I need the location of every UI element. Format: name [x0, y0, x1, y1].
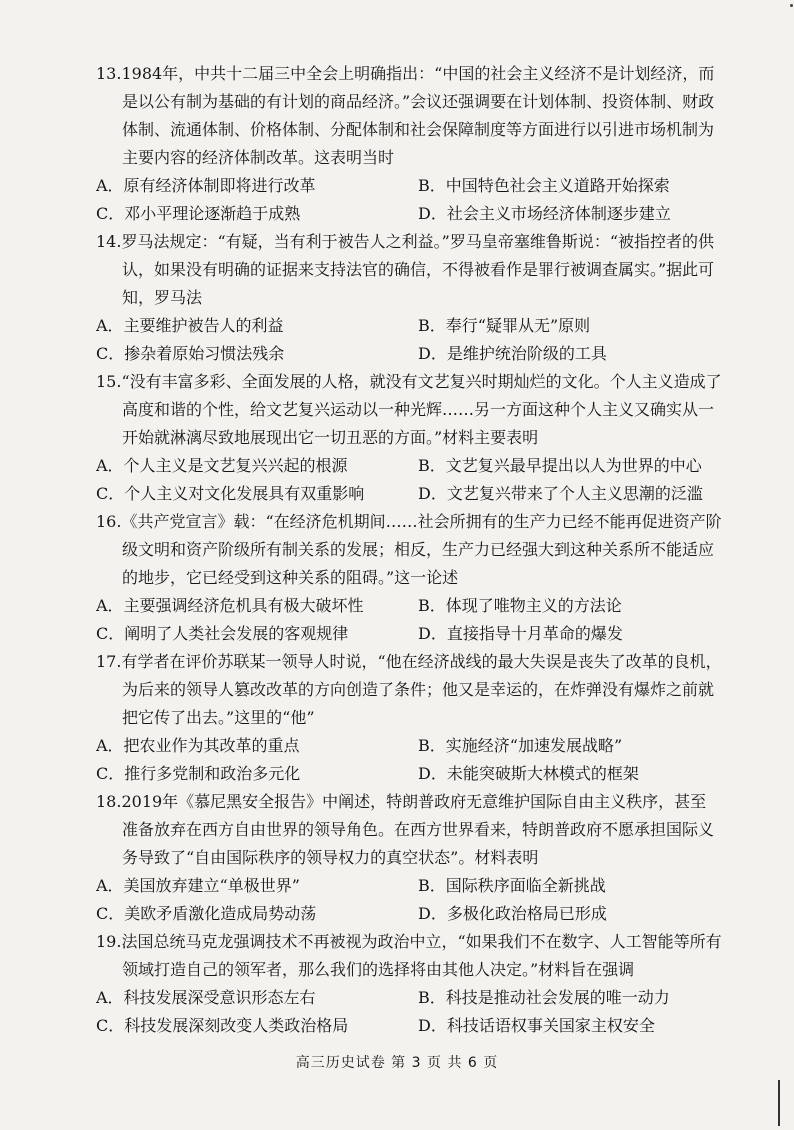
edge-mark [778, 1080, 780, 1126]
question-number: 16. [96, 512, 122, 531]
question-number: 19. [96, 932, 122, 951]
question-number: 17. [96, 652, 122, 671]
option-a: A．原有经济体制即将进行改革 [96, 176, 316, 195]
option-a: A．把农业作为其改革的重点 [96, 736, 300, 755]
question-number: 13. [96, 64, 122, 83]
question-stem-text: “没有丰富多彩、全面发展的人格，就没有文艺复兴时期灿烂的文化。个人主义造成了高度和谐的个性，给文艺复兴运动以一种光辉……另一方面这种个人主义又确实从一开始就淋漓尽致地展现出它一切丑恶的方面。”材料主要表明 [121, 372, 722, 447]
page-footer: 高三历史试卷 第 3 页 共 6 页 [295, 1055, 499, 1071]
question-stem-text: 法国总统马克龙强调技术不再被视为政治中立，“如果我们不在数字、人工智能等所有领域打造自己的领军者，那么我们的选择将由其他人决定。”材料旨在强调 [121, 932, 722, 979]
question-stem [96, 508, 722, 592]
option-d: D．是维护统治阶级的工具 [418, 344, 607, 363]
option-b: B．体现了唯物主义的方法论 [418, 596, 622, 615]
option-grid [96, 172, 722, 228]
option-a: A．科技发展深受意识形态左右 [96, 988, 316, 1007]
option-grid [96, 312, 722, 368]
option-d: D．未能突破斯大林模式的框架 [418, 764, 639, 783]
option-c: C．美欧矛盾激化造成局势动荡 [96, 904, 317, 923]
question-16 [96, 508, 722, 648]
option-c: C．掺杂着原始习惯法残余 [96, 344, 285, 363]
option-b: B．文艺复兴最早提出以人为世界的中心 [418, 456, 702, 475]
question-18 [96, 788, 722, 928]
question-14 [96, 228, 722, 368]
question-stem-text: 罗马法规定：“有疑，当有利于被告人之利益。”罗马皇帝塞维鲁斯说：“被指控者的供认，如果没有明确的证据来支持法官的确信，不得被看作是罪行被调查属实。”据此可知，罗马法 [121, 232, 715, 307]
question-stem-text: 2019年《慕尼黑安全报告》中阐述，特朗普政府无意维护国际自由主义秩序，甚至准备放弃在西方自由世界的领导角色。在西方世界看来，特朗普政府不愿承担国际义务导致了“自由国际秩序的领导权力的真空状态”。材料表明 [121, 792, 715, 867]
option-d: D．多极化政治格局已形成 [418, 904, 607, 923]
option-a: A．主要强调经济危机具有极大破坏性 [96, 596, 364, 615]
option-a: A．个人主义是文艺复兴兴起的根源 [96, 456, 348, 475]
option-grid [96, 984, 722, 1040]
question-15 [96, 368, 722, 508]
option-c: C．推行多党制和政治多元化 [96, 764, 301, 783]
option-grid [96, 732, 722, 788]
question-list [96, 60, 722, 1040]
option-grid [96, 872, 722, 928]
question-stem [96, 788, 722, 872]
option-d: D．社会主义市场经济体制逐步建立 [418, 204, 671, 223]
question-number: 14. [96, 232, 122, 251]
option-c: C．阐明了人类社会发展的客观规律 [96, 624, 349, 643]
option-c: C．邓小平理论逐渐趋于成熟 [96, 204, 301, 223]
question-stem-text: 《共产党宣言》载：“在经济危机期间……社会所拥有的生产力已经不能再促进资产阶级文明和资产阶级所有制关系的发展；相反，生产力已经强大到这种关系所不能适应的地步，它已经受到这种关系的阻碍。”这一论述 [121, 512, 722, 587]
corner-dot [790, 4, 793, 7]
question-number: 15. [96, 372, 122, 391]
option-c: C．科技发展深刻改变人类政治格局 [96, 1016, 349, 1035]
question-19 [96, 928, 722, 1040]
question-stem-text: 1984年，中共十二届三中全会上明确指出：“中国的社会主义经济不是计划经济，而是以公有制为基础的有计划的商品经济。”会议还强调要在计划体制、投资体制、财政体制、流通体制、价格体制、分配体制和社会保障制度等方面进行以引进市场机制为主要内容的经济体制改革。这表明当时 [121, 64, 715, 167]
question-17 [96, 648, 722, 788]
question-stem [96, 368, 722, 452]
option-c: C．个人主义对文化发展具有双重影响 [96, 484, 365, 503]
option-d: D．直接指导十月革命的爆发 [418, 624, 623, 643]
option-d: D．文艺复兴带来了个人主义思潮的泛滥 [418, 484, 703, 503]
option-b: B．奉行“疑罪从无”原则 [418, 316, 591, 335]
option-b: B．实施经济“加速发展战略” [418, 736, 623, 755]
question-stem [96, 228, 722, 312]
question-stem [96, 648, 722, 732]
option-a: A．美国放弃建立“单极世界” [96, 876, 300, 895]
question-stem-text: 有学者在评价苏联某一领导人时说，“他在经济战线的最大失误是丧失了改革的良机，为后来的领导人篡改改革的方向创造了条件；他又是幸运的，在炸弹没有爆炸之前就把它传了出去。”这里的“他” [121, 652, 722, 727]
question-13 [96, 60, 722, 228]
option-b: B．科技是推动社会发展的唯一动力 [418, 988, 670, 1007]
question-stem [96, 60, 722, 172]
question-number: 18. [96, 792, 122, 811]
option-b: B．国际秩序面临全新挑战 [418, 876, 606, 895]
option-grid [96, 452, 722, 508]
option-b: B．中国特色社会主义道路开始探索 [418, 176, 670, 195]
question-stem [96, 928, 722, 984]
option-grid [96, 592, 722, 648]
option-d: D．科技话语权事关国家主权安全 [418, 1016, 655, 1035]
option-a: A．主要维护被告人的利益 [96, 316, 284, 335]
